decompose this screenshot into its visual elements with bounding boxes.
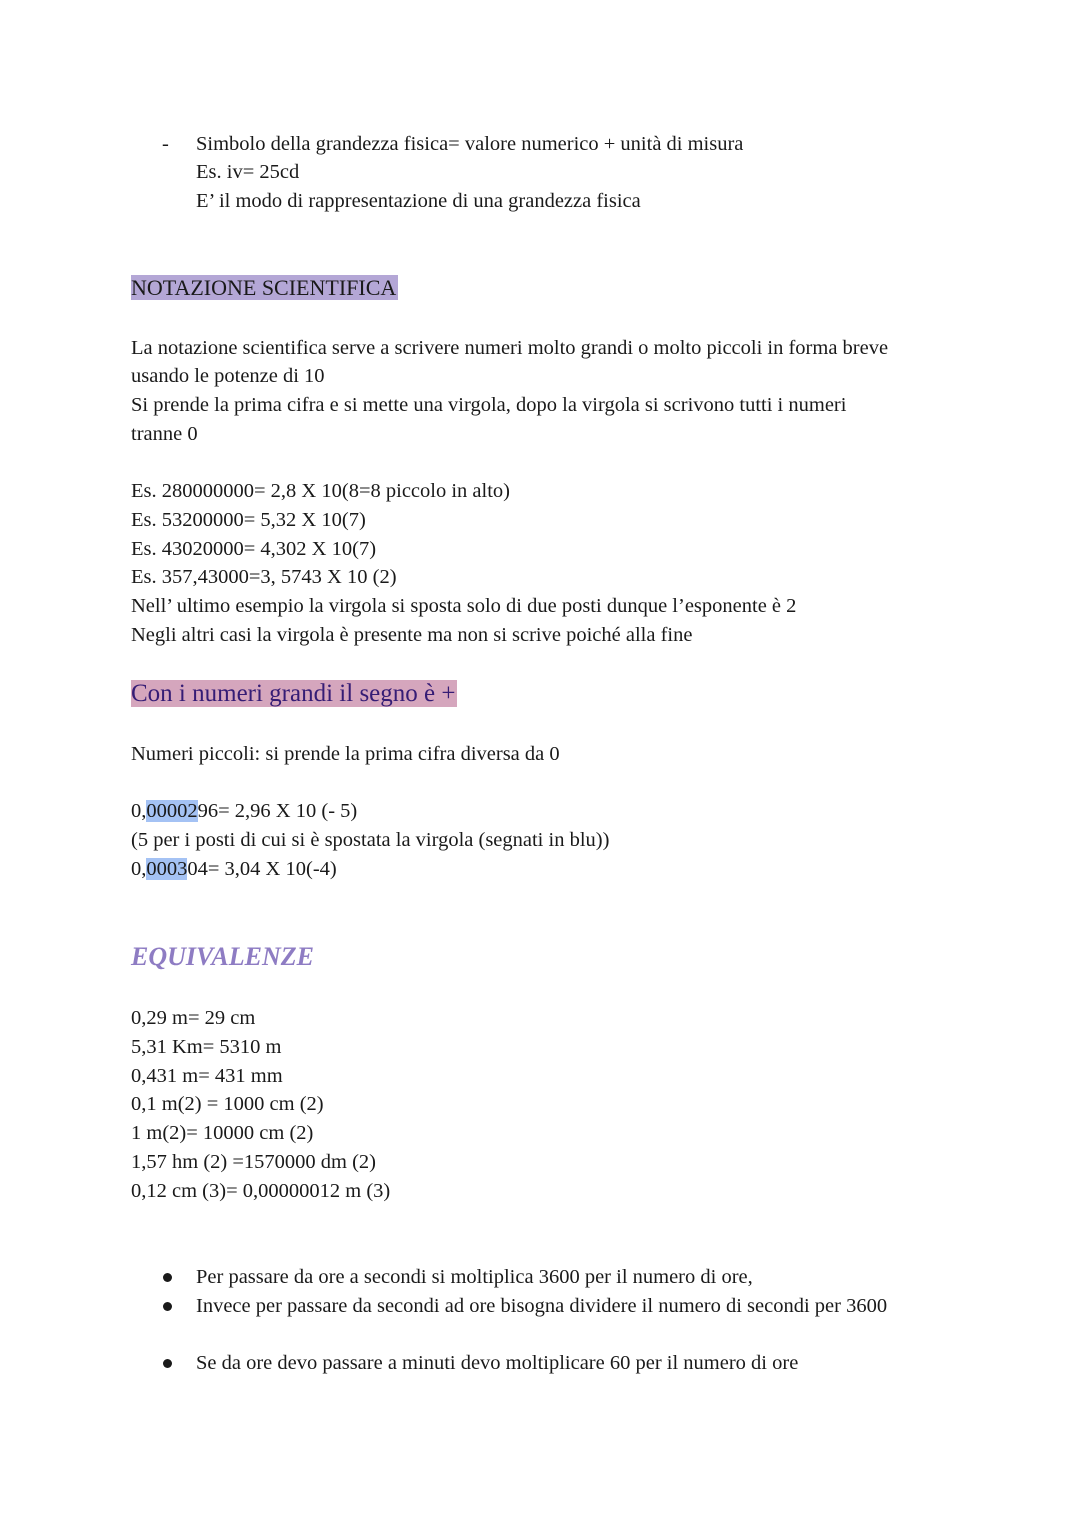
piccoli-example-1 — [131, 797, 357, 826]
section-heading-grandi — [131, 678, 457, 710]
example-line: Es. 53200000= 5,32 X 10(7) — [131, 509, 366, 531]
bullet-item: Se da ore devo passare a minuti devo moltiplicare 60 per il numero di ore — [196, 1352, 799, 1374]
paragraph-line: usando le potenze di 10 — [131, 365, 325, 387]
bullet-dot-icon — [163, 1302, 172, 1311]
example-prefix: 0, — [131, 858, 147, 880]
piccoli-note: (5 per i posti di cui si è spostata la virgola (segnati in blu)) — [131, 829, 610, 851]
equivalence-line: 0,29 m= 29 cm — [131, 1007, 256, 1029]
bullet-item: Per passare da ore a secondi si moltiplica 3600 per il numero di ore, — [196, 1266, 753, 1288]
section-heading-notazione — [131, 273, 398, 303]
example-suffix: 96= 2,96 X 10 (- 5) — [197, 800, 358, 822]
example-prefix: 0, — [131, 800, 147, 822]
example-line: Nell’ ultimo esempio la virgola si sposta solo di due posti dunque l’esponente è 2 — [131, 595, 797, 617]
equivalence-line: 0,12 cm (3)= 0,00000012 m (3) — [131, 1180, 391, 1202]
example-line: Es. 280000000= 2,8 X 10(8=8 piccolo in alto) — [131, 480, 510, 502]
example-line: Negli altri casi la virgola è presente ma non si scrive poiché alla fine — [131, 624, 693, 646]
example-line: Es. 43020000= 4,302 X 10(7) — [131, 538, 377, 560]
equivalence-line: 0,1 m(2) = 1000 cm (2) — [131, 1093, 324, 1115]
blue-highlight: 00002 — [146, 800, 198, 822]
paragraph-line: tranne 0 — [131, 423, 198, 445]
section-heading-equivalenze: EQUIVALENZE — [131, 942, 314, 971]
example-suffix: 04= 3,04 X 10(-4) — [187, 858, 337, 880]
list-dash: - — [162, 133, 169, 155]
heading-highlight: Con i numeri grandi il segno è + — [131, 680, 456, 707]
intro-line-2: Es. iv= 25cd — [196, 161, 300, 183]
blue-highlight: 0003 — [146, 858, 188, 880]
example-line: Es. 357,43000=3, 5743 X 10 (2) — [131, 566, 397, 588]
heading-highlight: NOTAZIONE SCIENTIFICA — [131, 275, 397, 300]
paragraph-line: La notazione scientifica serve a scrivere numeri molto grandi o molto piccoli in forma breve — [131, 337, 889, 359]
equivalence-line: 1,57 hm (2) =1570000 dm (2) — [131, 1151, 377, 1173]
piccoli-example-2 — [131, 855, 337, 884]
bullet-dot-icon — [163, 1359, 172, 1368]
equivalence-line: 0,431 m= 431 mm — [131, 1065, 283, 1087]
equivalence-line: 1 m(2)= 10000 cm (2) — [131, 1122, 314, 1144]
paragraph-line: Si prende la prima cifra e si mette una virgola, dopo la virgola si scrivono tutti i numeri — [131, 394, 847, 416]
bullet-dot-icon — [163, 1273, 172, 1282]
bullet-item: Invece per passare da secondi ad ore bisogna dividere il numero di secondi per 3600 — [196, 1295, 888, 1317]
equivalence-line: 5,31 Km= 5310 m — [131, 1036, 282, 1058]
intro-line-1: Simbolo della grandezza fisica= valore numerico + unità di misura — [196, 133, 744, 155]
piccoli-intro: Numeri piccoli: si prende la prima cifra diversa da 0 — [131, 743, 560, 765]
intro-line-3: E’ il modo di rappresentazione di una grandezza fisica — [196, 190, 641, 212]
